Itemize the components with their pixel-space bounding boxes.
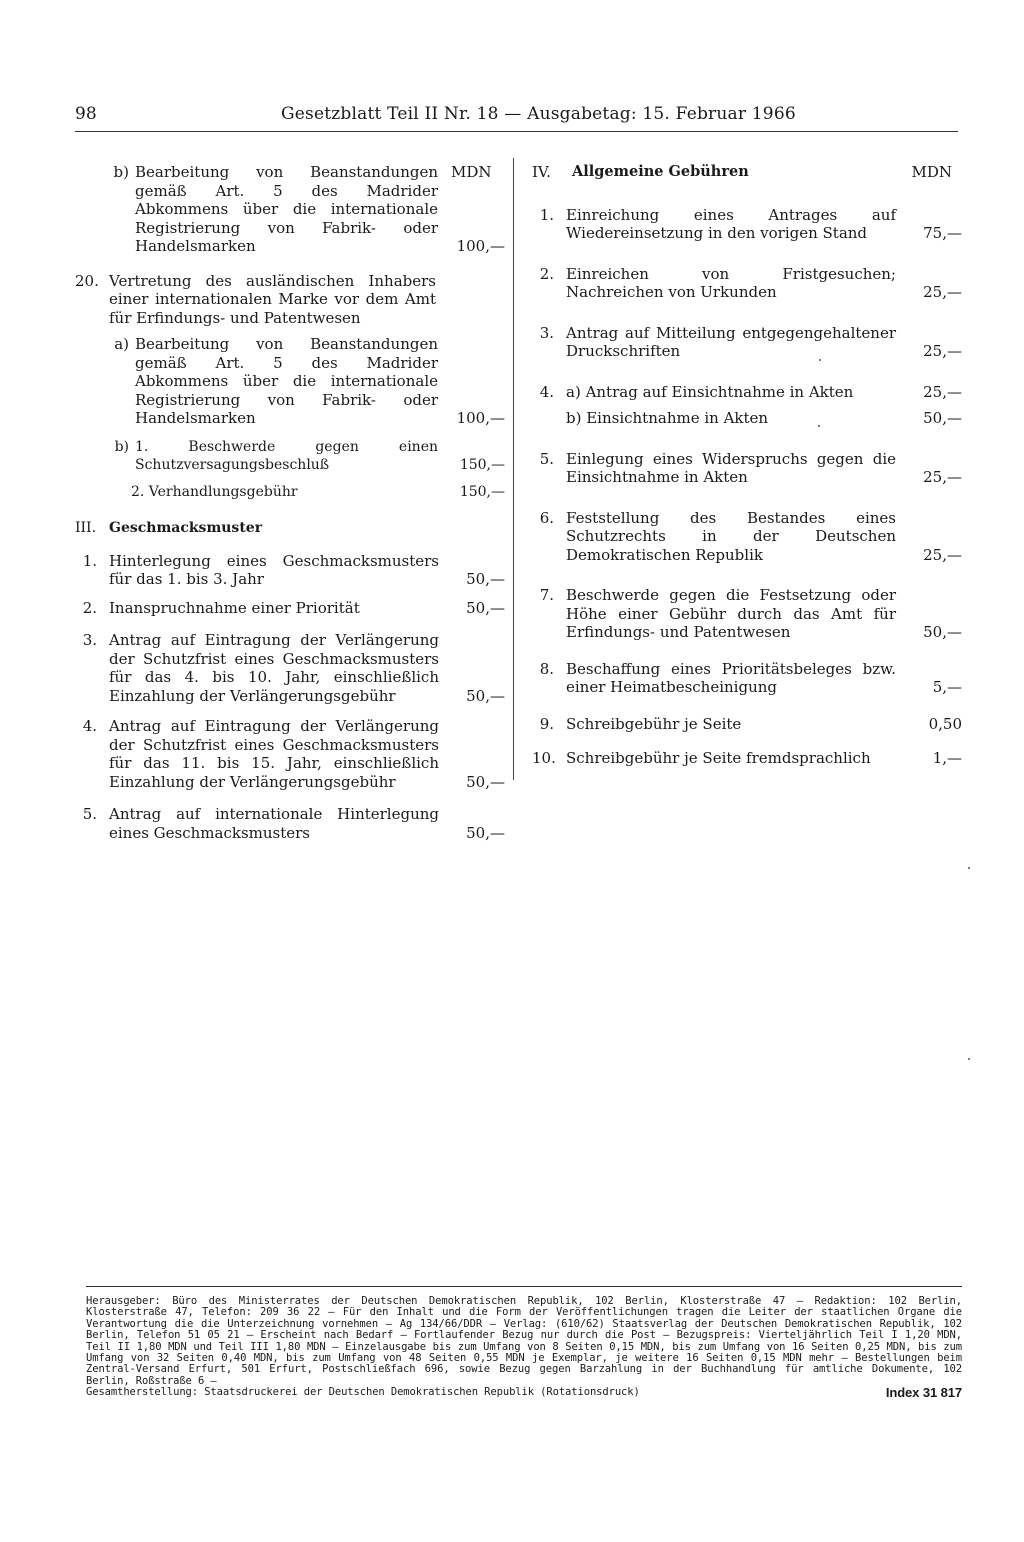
item-amount: 5,—: [932, 678, 962, 696]
print-speck: [968, 1058, 970, 1060]
section-heading: [75, 519, 505, 538]
item-text: Schreibgebühr je Seite fremdsprachlich: [566, 749, 871, 767]
item-text: Antrag auf internationale Hinterlegung eines Geschmacksmusters: [109, 805, 439, 842]
list-item: [75, 163, 505, 256]
header-rule: [75, 131, 958, 132]
item-number: 5.: [539, 449, 554, 468]
list-item: [532, 206, 962, 243]
item-text: Einreichung eines Antrages auf Wiedereinsetzung in den vorigen Stand: [566, 205, 896, 242]
print-speck: [819, 359, 821, 361]
item-text: Einlegung eines Widerspruchs gegen die Einsichtnahme in Akten: [566, 449, 896, 486]
item-amount: 25,—: [923, 468, 962, 486]
item-number: 3.: [82, 631, 97, 649]
list-item: [75, 805, 505, 842]
list-item: [75, 483, 505, 502]
item-amount: 50,—: [466, 570, 505, 588]
item-amount: 50,—: [466, 598, 505, 617]
print-speck: [818, 425, 820, 427]
list-item: [532, 450, 962, 487]
item-amount: 25,—: [923, 382, 962, 401]
item-amount: 50,—: [466, 772, 505, 791]
item-amount: 25,—: [923, 545, 962, 564]
item-number: 9.: [539, 714, 554, 733]
item-text: Schreibgebühr je Seite: [566, 714, 742, 733]
list-item: [532, 586, 962, 642]
item-text: Antrag auf Eintragung der Verlängerung der Schutzfrist eines Geschmacksmusters für das 11. bis 15. Jahr, einschließlich Einzahlung der Verlängerungsgebühr: [109, 717, 439, 791]
item-number: 2.: [539, 264, 554, 283]
left-column: [75, 163, 505, 842]
item-number: 4.: [82, 717, 97, 735]
list-item: [532, 715, 962, 734]
item-text: 1. Beschwerde gegen einen Schutzversagungsbeschluß: [135, 438, 438, 473]
item-number: 6.: [539, 508, 554, 527]
currency-label-left: MDN: [451, 163, 492, 181]
currency-label-right: MDN: [911, 163, 952, 181]
list-item: [75, 438, 505, 475]
item-amount: 50,—: [923, 623, 962, 641]
item-text: 2. Verhandlungsgebühr: [131, 483, 298, 500]
item-number: 8.: [539, 659, 554, 678]
item-amount: 50,—: [923, 409, 962, 427]
section-number: III.: [75, 520, 97, 536]
item-text: Antrag auf Mitteilung entgegengehaltener Druckschriften: [566, 323, 896, 360]
section-number: IV.: [532, 163, 551, 181]
item-text: Bearbeitung von Beanstandungen gemäß Art. 5 des Madrider Abkommens über die internationale Registrierung von Fabrik- oder Handelsmarken: [135, 163, 438, 255]
item-number: 2.: [82, 598, 97, 617]
item-text: b) Einsichtnahme in Akten: [566, 409, 769, 427]
item-amount: 25,—: [923, 283, 962, 301]
list-item: [532, 749, 962, 768]
list-item: [532, 383, 962, 402]
item-amount: 75,—: [923, 224, 962, 242]
item-number: 10.: [532, 749, 556, 767]
imprint-block: [86, 1296, 962, 1399]
item-label: b): [113, 163, 129, 181]
item-amount: 150,—: [459, 457, 505, 473]
printer-text: Gesamtherstellung: Staatsdruckerei der Deutschen Demokratischen Republik (Rotationsdruck): [86, 1386, 640, 1399]
section-title: Allgemeine Gebühren: [572, 163, 749, 180]
item-text: Antrag auf Eintragung der Verlängerung der Schutzfrist eines Geschmacksmusters für das 4. bis 10. Jahr, einschließlich Einzahlung der Verlängerungsgebühr: [109, 631, 439, 705]
item-text: Vertretung des ausländischen Inhabers einer internationalen Marke vor dem Amt für Erfindungs- und Patentwesen: [109, 271, 436, 327]
item-text: Beschaffung eines Prioritätsbeleges bzw. einer Heimatbescheinigung: [566, 659, 896, 696]
footer-rule: [86, 1286, 962, 1287]
item-text: Einreichen von Fristgesuchen; Nachreichen von Urkunden: [566, 264, 896, 301]
list-item: [532, 509, 962, 565]
list-item: [75, 272, 505, 328]
item-number: 4.: [539, 382, 554, 401]
item-text: Feststellung des Bestandes eines Schutzrechts in der Deutschen Demokratischen Republik: [566, 508, 896, 564]
section-title: Geschmacksmuster: [109, 520, 263, 536]
index-code: Index 31 817: [885, 1385, 962, 1401]
list-item: [532, 409, 962, 428]
item-number: 3.: [539, 323, 554, 342]
list-item: [532, 660, 962, 697]
list-item: [75, 552, 505, 589]
list-item: [75, 599, 505, 618]
imprint-text: Herausgeber: Büro des Ministerrates der Deutschen Demokratischen Republik, 102 Berlin, Klosterstraße 47 — Redaktion: 102 Berlin, Klosterstraße 47, Telefon: 209 36 22 — Für den Inhalt und die Form der Veröffentlichungen tragen die Leiter der staatlichen Organe die Verantwortung die die Unterzeichnung vornehmen — Ag 134/66/DDR — Verlag: (610/62) Staatsverlag der Deutschen Demokratischen Republik, 102 Berlin, Telefon 51 05 21 — Erscheint nach Bedarf — Fortlaufender Bezug nur durch die Post — Bezugspreis: Vierteljährlich Teil I 1,20 MDN, Teil II 1,80 MDN und Teil III 1,80 MDN — Einzelausgabe bis zum Umfang von 8 Seiten 0,15 MDN, bis zum Umfang von 16 Seiten 0,25 MDN, bis zum Umfang von 32 Seiten 0,40 MDN, bis zum Umfang von 48 Seiten 0,55 MDN je Exemplar, je weitere 16 Seiten 0,15 MDN mehr — Bestellungen beim Zentral-Versand Erfurt, 501 Erfurt, Postschließfach 696, sowie Bezug gegen Barzahlung in der Buchhandlung für amtliche Dokumente, 102 Berlin, Roßstraße 6 —: [86, 1295, 962, 1387]
item-amount: 50,—: [466, 686, 505, 705]
item-amount: 1,—: [932, 749, 962, 767]
section-heading: [532, 163, 962, 182]
item-text: a) Antrag auf Einsichtnahme in Akten: [566, 382, 854, 401]
item-label: b): [114, 438, 129, 455]
list-item: [75, 335, 505, 428]
item-amount: 50,—: [466, 823, 505, 842]
list-item: [75, 631, 505, 705]
item-number: 1.: [82, 551, 97, 570]
item-label: a): [114, 335, 129, 353]
list-item: [532, 324, 962, 361]
item-text: Inanspruchnahme einer Priorität: [109, 598, 360, 617]
item-amount: 100,—: [456, 409, 505, 427]
item-amount: 25,—: [923, 342, 962, 360]
item-number: 1.: [539, 205, 554, 224]
list-item: [532, 265, 962, 302]
item-number: 20.: [75, 271, 99, 290]
page-header-title: Gesetzblatt Teil II Nr. 18 — Ausgabetag: 15. Februar 1966: [281, 104, 796, 124]
item-text: Hinterlegung eines Geschmacksmusters für das 1. bis 3. Jahr: [109, 551, 439, 588]
print-speck: [968, 867, 970, 869]
page-number: 98: [75, 104, 97, 124]
right-column: [532, 163, 962, 768]
item-amount: 100,—: [456, 237, 505, 255]
item-text: Beschwerde gegen die Festsetzung oder Höhe einer Gebühr durch das Amt für Erfindungs- und Patentwesen: [566, 586, 896, 641]
item-number: 5.: [82, 805, 97, 823]
item-amount: 150,—: [459, 483, 505, 500]
item-amount: 0,50: [928, 714, 962, 733]
item-number: 7.: [539, 586, 554, 604]
list-item: [75, 717, 505, 791]
imprint-last-line: [86, 1385, 962, 1401]
column-divider: [513, 158, 514, 780]
item-text: Bearbeitung von Beanstandungen gemäß Art. 5 des Madrider Abkommens über die internationale Registrierung von Fabrik- oder Handelsmarken: [135, 335, 438, 427]
